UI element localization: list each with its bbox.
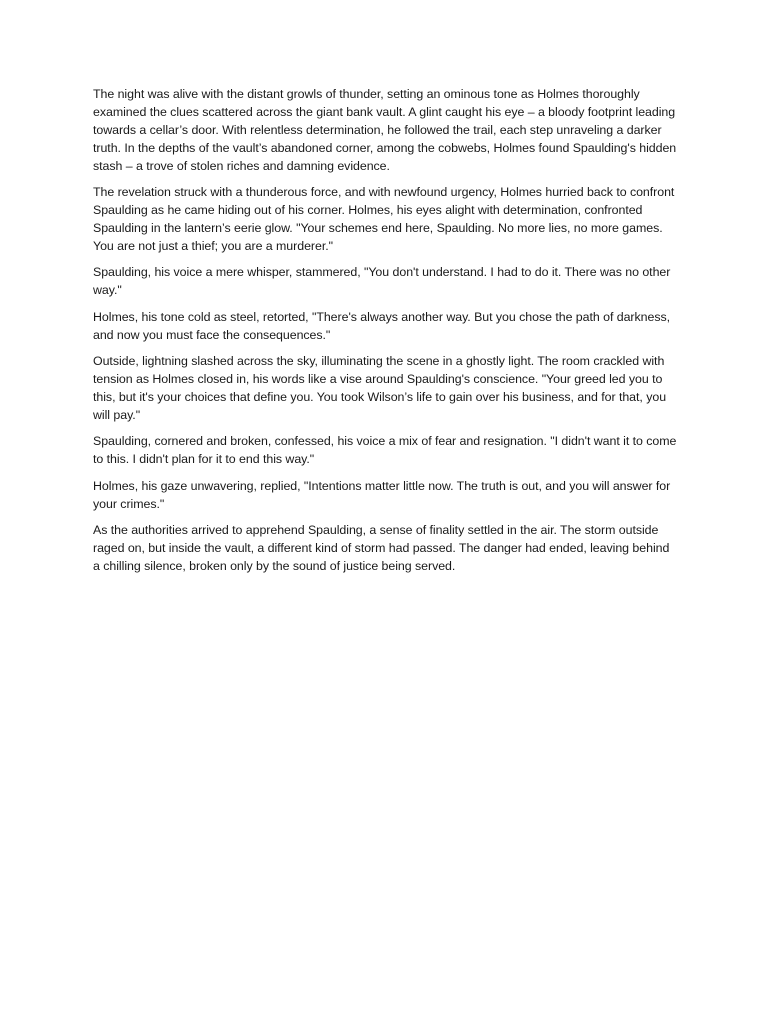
paragraph-3: Spaulding, his voice a mere whisper, stammered, "You don't understand. I had to do it. There was no other way." — [93, 265, 671, 298]
paragraph-8: As the authorities arrived to apprehend Spaulding, a sense of finality settled in the air. The storm outside raged on, but inside the vault, a different kind of storm had passed. The danger had ended, leaving behind a chilling silence, broken only by the sound of justice being served. — [93, 523, 670, 573]
paragraph-5: Outside, lightning slashed across the sky, illuminating the scene in a ghostly light. The room crackled with tension as Holmes closed in, his words like a vise around Spaulding's conscience. "Your greed led you to this, but it's your choices that define you. You took Wilson’s life to gain over his business, and for that, you will pay." — [93, 354, 667, 422]
paragraph-2: The revelation struck with a thunderous force, and with newfound urgency, Holmes hurried back to confront Spaulding as he came hiding out of his corner. Holmes, his eyes alight with determination, confronted Spaulding in the lantern’s eerie glow. "Your schemes end here, Spaulding. No more lies, no more games. You are not just a thief; you are a murderer." — [93, 185, 675, 253]
document-body — [93, 86, 677, 585]
paragraph-6: Spaulding, cornered and broken, confessed, his voice a mix of fear and resignation. "I didn't want it to come to this. I didn't plan for it to end this way." — [93, 434, 677, 467]
paragraph-7: Holmes, his gaze unwavering, replied, "Intentions matter little now. The truth is out, and you will answer for your crimes." — [93, 478, 671, 511]
paragraph-1: The night was alive with the distant growls of thunder, setting an ominous tone as Holmes thoroughly examined the clues scattered across the giant bank vault. A glint caught his eye – a bloody footprint leading towards a cellar’s door. With relentless determination, he followed the trail, each step unraveling a darker truth. In the depths of the vault’s abandoned corner, among the cobwebs, Holmes found Spaulding's hidden stash – a trove of stolen riches and damning evidence. — [93, 87, 677, 173]
paragraph-4: Holmes, his tone cold as steel, retorted, "There's always another way. But you chose the path of darkness, and now you must face the consequences." — [93, 309, 671, 342]
